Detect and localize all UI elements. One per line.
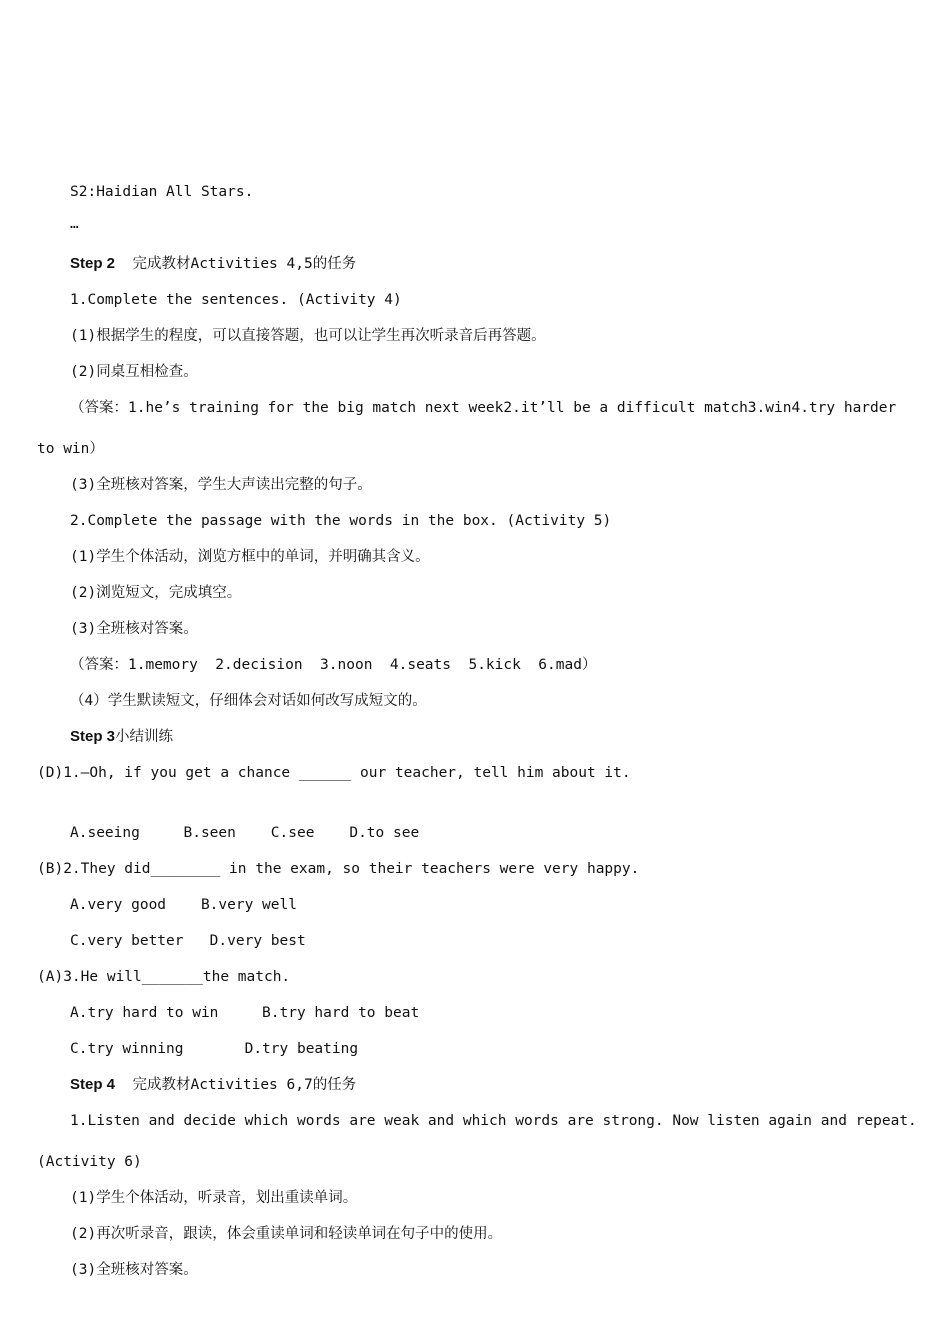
text-line: (2)浏览短文，完成填空。: [70, 585, 242, 601]
answer-line: （答案：1.he’s training for the big match next week2.it’ll be a difficult match3.win4.try harder: [70, 400, 897, 416]
text-line: S2:Haidian All Stars.: [70, 184, 254, 200]
text-line-continued: (Activity 6): [37, 1154, 142, 1170]
question-3-options-b: C.try winning D.try beating: [70, 1041, 359, 1057]
text-line: (3)全班核对答案。: [70, 1262, 198, 1278]
text-line: (1)学生个体活动，听录音，划出重读单词。: [70, 1190, 358, 1206]
question-3-options-a: A.try hard to win B.try hard to beat: [70, 1005, 420, 1021]
text-line: 1.Complete the sentences. (Activity 4): [70, 292, 402, 308]
text-line: 2.Complete the passage with the words in the box. (Activity 5): [70, 513, 612, 529]
text-line: (3)全班核对答案。: [70, 621, 198, 637]
question-1: (D)1.—Oh, if you get a chance ______ our teacher, tell him about it.: [37, 765, 631, 781]
step-3-label: Step 3: [70, 728, 116, 745]
text-line: (1)根据学生的程度，可以直接答题，也可以让学生再次听录音后再答题。: [70, 328, 546, 344]
step-3-title: 小结训练: [115, 729, 174, 745]
text-line: (2)同桌互相检查。: [70, 364, 198, 380]
text-line: 1.Listen and decide which words are weak and which words are strong. Now listen again and repeat.: [70, 1113, 917, 1129]
answer-line-continued: to win）: [37, 441, 104, 457]
text-line: (1)学生个体活动，浏览方框中的单词，并明确其含义。: [70, 549, 430, 565]
step-2-heading: [70, 254, 356, 274]
question-2: (B)2.They did________ in the exam, so their teachers were very happy.: [37, 861, 640, 877]
text-line: (3)全班核对答案，学生大声读出完整的句子。: [70, 477, 372, 493]
step-2-title: 完成教材Activities 4,5的任务: [115, 256, 357, 272]
question-2-options-b: C.very better D.very best: [70, 933, 306, 949]
step-4-heading: [70, 1075, 356, 1095]
step-2-label: Step 2: [70, 255, 116, 272]
text-line: (2)再次听录音，跟读，体会重读单词和轻读单词在句子中的使用。: [70, 1226, 503, 1242]
step-4-title: 完成教材Activities 6,7的任务: [115, 1077, 357, 1093]
step-4-label: Step 4: [70, 1076, 116, 1093]
text-line: （4）学生默读短文，仔细体会对话如何改写成短文的。: [70, 693, 427, 709]
question-3: (A)3.He will_______the match.: [37, 969, 291, 985]
answer-line: （答案：1.memory 2.decision 3.noon 4.seats 5.kick 6.mad）: [70, 657, 597, 673]
ellipsis-line: …: [70, 216, 79, 232]
step-3-heading: [70, 727, 173, 747]
question-2-options-a: A.very good B.very well: [70, 897, 297, 913]
question-1-options: A.seeing B.seen C.see D.to see: [70, 825, 420, 841]
